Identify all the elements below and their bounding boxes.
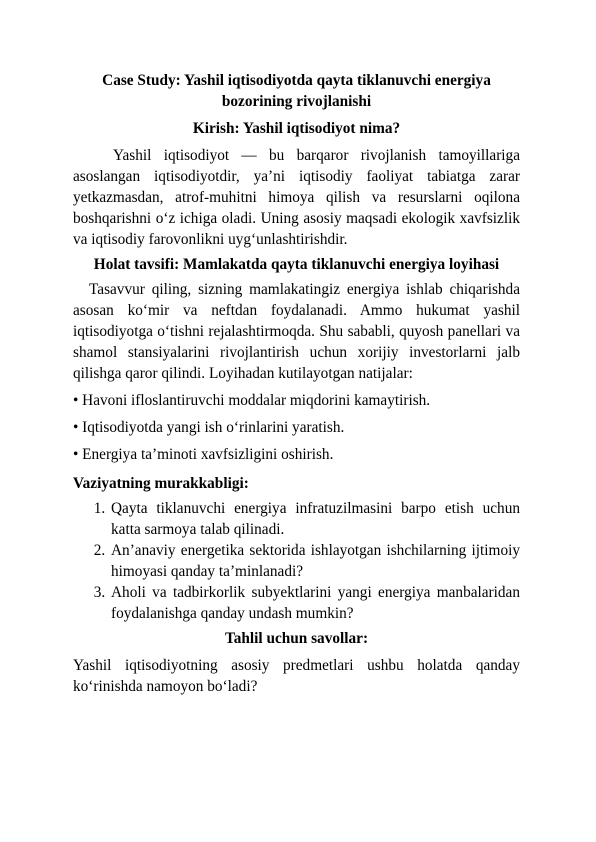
- questions-paragraph: Yashil iqtisodiyotning asosiy predmetlari ushbu holatda qanday ko‘rinishda namoyon bo‘ladi?: [73, 657, 520, 695]
- bullet-item: • Havoni ifloslantiruvchi moddalar miqdorini kamaytirish.: [73, 392, 431, 409]
- document-title: Case Study: Yashil iqtisodiyotda qayta tiklanuvchi energiya bozorining rivojlanishi: [102, 72, 491, 110]
- numbered-list: [73, 498, 520, 624]
- bullet-item: • Energiya ta’minoti xavfsizligini oshirish.: [73, 446, 334, 463]
- numbered-item: 1. Qayta tiklanuvchi energiya infratuzilmasini barpo etish uchun katta sarmoya talab qilinadi.: [109, 498, 520, 540]
- bullet-item: • Iqtisodiyotda yangi ish o‘rinlarini yaratish.: [73, 419, 345, 436]
- numbered-item: 3. Aholi va tadbirkorlik subyektlarini yangi energiya manbalaridan foydalanishga qanday undash mumkin?: [109, 582, 520, 624]
- case-paragraph: Tasavvur qiling, sizning mamlakatingiz energiya ishlab chiqarishda asosan ko‘mir va neftdan foydalanadi. Ammo hukumat yashil iqtisodiyotga o‘tishni rejalashtirmoqda. Shu sababli, quyosh panellari va shamol stansiyalarini rivojlantirish uchun xorijiy investorlarni jalb qilishga qaror qilindi. Loyihadan kutilayotgan natijalar:: [73, 281, 520, 382]
- section-heading-intro: Kirish: Yashil iqtisodiyot nima?: [192, 120, 401, 137]
- section-heading-questions: Tahlil uchun savollar:: [224, 630, 369, 647]
- intro-paragraph: Yashil iqtisodiyot — bu barqaror rivojlanish tamoyillariga asoslangan iqtisodiyotdir, ya’ni iqtisodiy faoliyat tabiatga zarar yetkazmasdan, atrof-muhitni himoya qilish va resurslarni oqilona boshqarishni o‘z ichiga oladi. Uning asosiy maqsadi ekologik xavfsizlik va iqtisodiy farovonlikni uyg‘unlashtirishdir.: [73, 147, 520, 248]
- numbered-item: 2. An’anaviy energetika sektorida ishlayotgan ishchilarning ijtimoiy himoyasi qanday ta’minlanadi?: [109, 540, 520, 582]
- section-heading-complexity: Vaziyatning murakkabligi:: [73, 475, 249, 492]
- section-heading-case: Holat tavsifi: Mamlakatda qayta tiklanuvchi energiya loyihasi: [93, 256, 500, 273]
